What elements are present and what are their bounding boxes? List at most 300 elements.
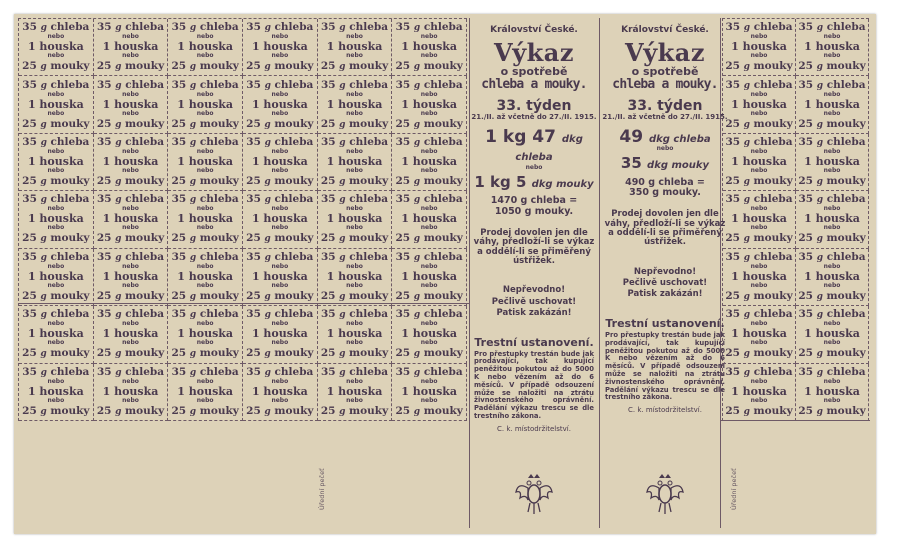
coupon-flour-amount: 25 xyxy=(395,117,411,130)
coupon-flour-word: mouky xyxy=(125,289,165,302)
perforation-line xyxy=(720,420,870,421)
coupon-roll-line: 1 houska xyxy=(251,40,308,54)
coupon-flour-word: mouky xyxy=(753,60,793,73)
panel-equivalence-flour: 350 g mouky. xyxy=(629,186,701,198)
bread-coupon xyxy=(19,306,94,363)
coupon-bread-word: chleba xyxy=(199,193,239,206)
coupon-flour-unit: g xyxy=(189,177,197,188)
panel-subtitle-goods: chleba a mouky. xyxy=(612,77,718,93)
coupon-bread-word: chleba xyxy=(274,308,314,321)
coupon-bread-amount: 35 xyxy=(22,78,37,91)
coupon-or: nebo xyxy=(823,205,841,213)
coupon-or: nebo xyxy=(47,262,65,270)
coupon-bread-word: chleba xyxy=(753,308,793,321)
coupon-bread-line xyxy=(97,252,164,263)
coupon-flour-line xyxy=(395,176,462,187)
coupon-bread-unit: g xyxy=(743,252,751,263)
coupon-roll-line: 1 houska xyxy=(177,269,234,283)
coupon-or: nebo xyxy=(420,90,438,98)
coupon-flour-amount: 25 xyxy=(171,289,187,302)
panel-sale-note: Prodej dovolen jen dle váhy, předloží-li se výkaz a oddělí-li se přiměřený ústřižek. xyxy=(473,228,595,267)
coupon-bread-word: chleba xyxy=(423,308,463,321)
bread-coupon xyxy=(723,306,796,363)
coupon-flour-amount: 25 xyxy=(246,117,261,130)
panel-sale-note: Prodej dovolen jen dle váhy, předloží-li se výkaz a oddělí-li se přiměřený ústřižek. xyxy=(604,209,726,248)
coupon-bread-word: chleba xyxy=(349,136,389,149)
coupon-bread-unit: g xyxy=(816,367,824,378)
panel-dates: 21./II. až včetně do 27./II. 1915. xyxy=(471,113,597,122)
bread-allowance-value: 49 xyxy=(619,126,644,147)
coupon-bread-line xyxy=(172,194,239,205)
coupon-or: nebo xyxy=(420,320,438,328)
coupon-or: nebo xyxy=(122,262,139,270)
coupon-flour-amount: 25 xyxy=(798,175,813,188)
coupon-flour-amount: 25 xyxy=(22,175,37,188)
coupon-bread-amount: 35 xyxy=(246,193,261,206)
coupon-flour-word: mouky xyxy=(423,232,463,245)
coupon-roll-line: 1 houska xyxy=(27,40,84,54)
coupon-roll-line: 1 houska xyxy=(401,212,458,226)
coupon-or: nebo xyxy=(346,339,363,347)
coupon-flour-line xyxy=(97,119,164,130)
coupon-or: nebo xyxy=(122,148,139,156)
coupon-bread-unit: g xyxy=(189,252,197,263)
panel-equivalence-bread: 490 g chleba = xyxy=(625,176,705,188)
coupon-flour-line xyxy=(246,176,313,187)
coupon-bread-unit: g xyxy=(115,138,122,149)
coupon-or: nebo xyxy=(420,167,438,175)
coupon-bread-word: chleba xyxy=(125,193,165,206)
coupon-or: nebo xyxy=(271,281,289,289)
coupon-bread-unit: g xyxy=(115,195,122,206)
coupon-flour-unit: g xyxy=(115,119,122,130)
coupon-or: nebo xyxy=(47,396,65,404)
coupon-bread-amount: 35 xyxy=(320,193,336,206)
coupon-flour-unit: g xyxy=(115,291,122,302)
coupon-flour-word: mouky xyxy=(349,289,389,302)
coupon-bread-word: chleba xyxy=(423,193,463,206)
coupon-flour-line xyxy=(395,406,462,417)
coupon-bread-amount: 35 xyxy=(395,21,411,34)
coupon-flour-amount: 25 xyxy=(725,347,740,360)
coupon-roll-line: 1 houska xyxy=(251,269,308,283)
coupon-or: nebo xyxy=(750,90,768,98)
coupon-flour-word: mouky xyxy=(826,175,866,188)
coupon-bread-word: chleba xyxy=(753,193,793,206)
coupon-flour-amount: 25 xyxy=(246,404,261,417)
coupon-bread-word: chleba xyxy=(125,136,165,149)
coupon-flour-unit: g xyxy=(339,234,346,245)
bread-coupon xyxy=(392,76,467,133)
coupon-or: nebo xyxy=(823,339,841,347)
coupon-bread-word: chleba xyxy=(753,21,793,34)
coupon-or: nebo xyxy=(47,320,65,328)
coupon-bread-line xyxy=(396,252,463,263)
coupon-roll-line: 1 houska xyxy=(177,384,234,398)
panel-subtitle: o spotřebě xyxy=(500,65,568,79)
coupon-flour-word: mouky xyxy=(274,232,314,245)
bread-coupon xyxy=(168,191,243,248)
coupon-flour-amount: 25 xyxy=(171,117,187,130)
coupon-bread-unit: g xyxy=(413,138,421,149)
coupon-roll-line: 1 houska xyxy=(27,97,84,111)
coupon-bread-amount: 35 xyxy=(798,78,814,91)
coupon-bread-word: chleba xyxy=(753,78,793,91)
coupon-flour-line xyxy=(395,119,462,130)
coupon-bread-word: chleba xyxy=(199,21,239,34)
coupon-bread-line xyxy=(172,22,239,33)
coupon-bread-word: chleba xyxy=(50,136,90,149)
flour-allowance-value: 35 xyxy=(620,154,642,173)
coupon-flour-amount: 25 xyxy=(725,232,740,245)
coupon-bread-word: chleba xyxy=(125,250,165,263)
coupon-bread-word: chleba xyxy=(274,365,314,378)
coupon-bread-line xyxy=(396,194,463,205)
panel-week: 33. týden xyxy=(496,97,572,114)
coupon-flour-unit: g xyxy=(339,62,346,73)
bread-coupon xyxy=(318,19,393,76)
coupon-roll-line: 1 houska xyxy=(27,155,84,169)
coupon-flour-line xyxy=(321,348,388,359)
coupon-flour-amount: 25 xyxy=(22,60,37,73)
coupon-flour-amount: 25 xyxy=(22,347,37,360)
bread-coupon xyxy=(94,191,169,248)
coupon-grid-left xyxy=(18,18,467,421)
coupon-bread-amount: 35 xyxy=(798,136,814,149)
coupon-flour-amount: 25 xyxy=(96,289,112,302)
coupon-flour-line xyxy=(798,61,865,72)
coupon-or: nebo xyxy=(271,90,289,98)
panel-warning-reprint: Patisk zakázán! xyxy=(627,289,703,300)
coupon-flour-unit: g xyxy=(743,119,750,130)
coupon-bread-line xyxy=(321,367,388,378)
coupon-flour-unit: g xyxy=(413,291,421,302)
coupon-flour-line xyxy=(171,176,238,187)
coupon-bread-word: chleba xyxy=(50,308,90,321)
coupon-or: nebo xyxy=(122,205,139,213)
coupon-flour-amount: 25 xyxy=(725,60,740,73)
coupon-flour-line xyxy=(246,61,313,72)
coupon-bread-line xyxy=(396,137,463,148)
coupon-flour-amount: 25 xyxy=(171,404,187,417)
coupon-bread-word: chleba xyxy=(349,21,389,34)
coupon-or: nebo xyxy=(122,33,139,41)
coupon-bread-unit: g xyxy=(115,252,122,263)
bread-coupon xyxy=(723,134,796,191)
coupon-bread-unit: g xyxy=(189,195,197,206)
coupon-flour-unit: g xyxy=(264,349,271,360)
coupon-bread-unit: g xyxy=(264,23,271,34)
coupon-bread-unit: g xyxy=(339,23,346,34)
coupon-flour-word: mouky xyxy=(50,404,90,417)
perforation-line xyxy=(18,303,469,304)
bread-coupon xyxy=(243,306,318,363)
coupon-bread-word: chleba xyxy=(753,250,793,263)
coupon-or: nebo xyxy=(47,377,65,385)
coupon-roll-line: 1 houska xyxy=(804,212,860,226)
coupon-bread-unit: g xyxy=(413,80,421,91)
coupon-bread-unit: g xyxy=(816,310,824,321)
coupon-bread-word: chleba xyxy=(826,250,866,263)
coupon-flour-word: mouky xyxy=(50,175,90,188)
coupon-flour-unit: g xyxy=(40,234,47,245)
coupon-bread-line xyxy=(725,309,792,320)
coupon-flour-line xyxy=(725,291,792,302)
coupon-flour-unit: g xyxy=(40,406,47,417)
panel-subtitle-goods: chleba a mouky. xyxy=(481,77,587,93)
coupon-bread-unit: g xyxy=(339,367,346,378)
coupon-bread-amount: 35 xyxy=(246,250,261,263)
coupon-bread-amount: 35 xyxy=(171,136,187,149)
coupon-roll-line: 1 houska xyxy=(326,212,383,226)
coupon-flour-line xyxy=(97,348,164,359)
coupon-bread-amount: 35 xyxy=(320,78,336,91)
coupon-bread-unit: g xyxy=(339,310,346,321)
coupon-bread-word: chleba xyxy=(125,365,165,378)
coupon-bread-amount: 35 xyxy=(171,193,187,206)
coupon-bread-word: chleba xyxy=(50,78,90,91)
coupon-bread-line xyxy=(172,367,239,378)
coupon-bread-amount: 35 xyxy=(320,136,336,149)
bread-coupon xyxy=(318,76,393,133)
coupon-roll-line: 1 houska xyxy=(177,327,234,341)
coupon-flour-unit: g xyxy=(816,291,823,302)
coupon-or: nebo xyxy=(750,109,768,117)
coupon-flour-word: mouky xyxy=(826,60,866,73)
coupon-bread-line xyxy=(246,309,313,320)
coupon-bread-line xyxy=(246,252,313,263)
flour-allowance-prefix: 1 kg xyxy=(474,172,511,191)
bread-coupon xyxy=(19,19,94,76)
coupon-bread-word: chleba xyxy=(50,365,90,378)
coupon-roll-line: 1 houska xyxy=(804,269,860,283)
coupon-bread-line xyxy=(396,309,463,320)
coupon-flour-amount: 25 xyxy=(22,404,37,417)
coupon-flour-line xyxy=(321,176,388,187)
bread-coupon xyxy=(243,191,318,248)
bread-coupon xyxy=(392,364,467,421)
bread-coupon xyxy=(392,134,467,191)
coupon-bread-unit: g xyxy=(413,195,421,206)
coupon-bread-word: chleba xyxy=(50,21,90,34)
coupon-roll-line: 1 houska xyxy=(401,269,458,283)
coupon-flour-word: mouky xyxy=(826,347,866,360)
coupon-flour-unit: g xyxy=(339,291,346,302)
coupon-flour-line xyxy=(22,176,89,187)
coupon-bread-line xyxy=(97,80,164,91)
coupon-flour-amount: 25 xyxy=(171,60,187,73)
coupon-flour-amount: 25 xyxy=(246,289,261,302)
coupon-flour-word: mouky xyxy=(274,404,314,417)
coupon-bread-line xyxy=(22,22,89,33)
coupon-bread-unit: g xyxy=(40,310,47,321)
coupon-flour-line xyxy=(321,291,388,302)
coupon-roll-line: 1 houska xyxy=(177,40,234,54)
panel-flour-allowance xyxy=(601,155,729,172)
coupon-or: nebo xyxy=(346,33,363,41)
coupon-flour-unit: g xyxy=(40,291,47,302)
coupon-bread-unit: g xyxy=(413,23,421,34)
coupon-flour-unit: g xyxy=(743,349,750,360)
coupon-bread-line xyxy=(798,137,865,148)
coupon-flour-word: mouky xyxy=(274,117,314,130)
coupon-or: nebo xyxy=(420,262,438,270)
coupon-flour-word: mouky xyxy=(826,289,866,302)
coupon-bread-unit: g xyxy=(413,252,421,263)
coupon-flour-word: mouky xyxy=(423,347,463,360)
coupon-roll-line: 1 houska xyxy=(326,97,383,111)
coupon-flour-word: mouky xyxy=(753,232,793,245)
panel-penal-text: Pro přestupky trestán bude jak prodávající, tak kupující peněžitou pokutou až do 5000 K nebo vězením až do 6 měsíců. V případě odsouzení může se naložiti na ztrátu živnostenského oprávnění. Padělání výkazu trescu se dle trestního zákona. xyxy=(605,330,725,402)
coupon-bread-line xyxy=(22,309,89,320)
bread-coupon xyxy=(392,306,467,363)
coupon-flour-word: mouky xyxy=(274,175,314,188)
coupon-flour-line xyxy=(22,348,89,359)
coupon-flour-word: mouky xyxy=(349,175,389,188)
coupon-or: nebo xyxy=(346,224,363,232)
coupon-or: nebo xyxy=(122,396,139,404)
coupon-flour-amount: 25 xyxy=(96,232,112,245)
coupon-roll-line: 1 houska xyxy=(731,155,787,169)
coupon-flour-word: mouky xyxy=(274,347,314,360)
coupon-flour-line xyxy=(798,176,865,187)
coupon-flour-amount: 25 xyxy=(96,404,112,417)
coupon-bread-unit: g xyxy=(816,252,824,263)
bread-coupon xyxy=(318,134,393,191)
coupon-bread-word: chleba xyxy=(199,365,239,378)
coupon-bread-unit: g xyxy=(115,80,122,91)
coupon-roll-line: 1 houska xyxy=(326,269,383,283)
coupon-or: nebo xyxy=(196,320,214,328)
coupon-flour-line xyxy=(725,119,792,130)
coupon-bread-amount: 35 xyxy=(246,365,261,378)
coupon-bread-word: chleba xyxy=(826,136,866,149)
panel-subtitle: o spotřebě xyxy=(631,65,699,79)
coupon-flour-unit: g xyxy=(189,291,197,302)
coupon-bread-unit: g xyxy=(40,23,47,34)
coupon-or: nebo xyxy=(346,377,363,385)
coupon-flour-unit: g xyxy=(339,119,346,130)
coupon-flour-amount: 25 xyxy=(395,232,411,245)
coupon-bread-word: chleba xyxy=(199,308,239,321)
coupon-or: nebo xyxy=(196,205,214,213)
coupon-flour-unit: g xyxy=(189,349,197,360)
perforation-line xyxy=(599,18,600,528)
bread-coupon xyxy=(318,191,393,248)
coupon-flour-amount: 25 xyxy=(171,347,187,360)
coupon-flour-amount: 25 xyxy=(246,60,261,73)
coupon-flour-word: mouky xyxy=(199,289,239,302)
coupon-flour-unit: g xyxy=(115,349,122,360)
coupon-flour-amount: 25 xyxy=(798,404,813,417)
bread-coupon xyxy=(243,364,318,421)
coupon-or: nebo xyxy=(346,109,363,117)
coupon-or: nebo xyxy=(122,52,139,60)
stub-seal-label-left: Úřední pečeť xyxy=(318,468,326,510)
coupon-flour-line xyxy=(395,233,462,244)
coupon-bread-unit: g xyxy=(743,80,751,91)
coupon-flour-word: mouky xyxy=(753,175,793,188)
coupon-flour-amount: 25 xyxy=(22,232,37,245)
bread-coupon xyxy=(243,134,318,191)
bread-coupon xyxy=(318,249,393,306)
coupon-flour-line xyxy=(798,348,865,359)
coupon-bread-amount: 35 xyxy=(725,21,741,34)
coupon-flour-line xyxy=(798,406,865,417)
coupon-flour-unit: g xyxy=(339,406,346,417)
bread-coupon xyxy=(392,191,467,248)
coupon-roll-line: 1 houska xyxy=(102,269,159,283)
coupon-or: nebo xyxy=(346,148,363,156)
coupon-flour-unit: g xyxy=(264,234,271,245)
coupon-bread-line xyxy=(97,309,164,320)
coupon-or: nebo xyxy=(750,224,768,232)
bread-coupon xyxy=(796,249,869,306)
coupon-bread-line xyxy=(22,252,89,263)
panel-or: nebo xyxy=(656,145,674,153)
coupon-bread-word: chleba xyxy=(50,250,90,263)
coupon-bread-amount: 35 xyxy=(320,365,336,378)
coupon-or: nebo xyxy=(420,52,438,60)
panel-bread-allowance xyxy=(601,128,729,147)
coupon-flour-unit: g xyxy=(816,349,823,360)
coupon-flour-amount: 25 xyxy=(246,347,261,360)
coupon-bread-line xyxy=(321,80,388,91)
coupon-bread-line xyxy=(22,137,89,148)
coupon-flour-unit: g xyxy=(189,406,197,417)
panel-penal-title: Trestní ustanovení. xyxy=(474,335,594,349)
bread-coupon xyxy=(243,76,318,133)
coupon-or: nebo xyxy=(122,109,139,117)
coupon-or: nebo xyxy=(823,33,841,41)
coupon-roll-line: 1 houska xyxy=(27,327,84,341)
coupon-or: nebo xyxy=(750,205,768,213)
coupon-bread-line xyxy=(725,367,792,378)
bread-coupon xyxy=(796,364,869,421)
coupon-bread-line xyxy=(246,80,313,91)
double-eagle-emblem-icon xyxy=(514,472,554,516)
coupon-flour-word: mouky xyxy=(753,289,793,302)
coupon-roll-line: 1 houska xyxy=(102,212,159,226)
flour-allowance-unit: dkg mouky xyxy=(531,178,594,190)
coupon-flour-word: mouky xyxy=(274,289,314,302)
flour-allowance-value: 5 xyxy=(515,172,527,191)
coupon-bread-amount: 35 xyxy=(395,193,411,206)
coupon-bread-line xyxy=(321,309,388,320)
coupon-roll-line: 1 houska xyxy=(177,97,234,111)
coupon-flour-unit: g xyxy=(264,62,271,73)
coupon-roll-line: 1 houska xyxy=(401,40,458,54)
coupon-bread-unit: g xyxy=(339,195,346,206)
coupon-flour-amount: 25 xyxy=(798,347,813,360)
coupon-or: nebo xyxy=(47,33,65,41)
coupon-flour-word: mouky xyxy=(349,404,389,417)
coupon-bread-line xyxy=(246,367,313,378)
coupon-flour-amount: 25 xyxy=(320,232,336,245)
coupon-or: nebo xyxy=(196,167,214,175)
coupon-or: nebo xyxy=(47,148,65,156)
panel-title: Výkaz xyxy=(625,37,705,67)
coupon-bread-line xyxy=(396,22,463,33)
bread-coupon xyxy=(94,134,169,191)
panel-or: nebo xyxy=(525,164,543,172)
coupon-flour-amount: 25 xyxy=(320,60,336,73)
coupon-or: nebo xyxy=(420,396,438,404)
coupon-bread-amount: 35 xyxy=(22,365,37,378)
coupon-bread-unit: g xyxy=(115,23,122,34)
coupon-or: nebo xyxy=(750,167,768,175)
panel-warning-keep: Pečlivě uschovat! xyxy=(622,278,708,289)
